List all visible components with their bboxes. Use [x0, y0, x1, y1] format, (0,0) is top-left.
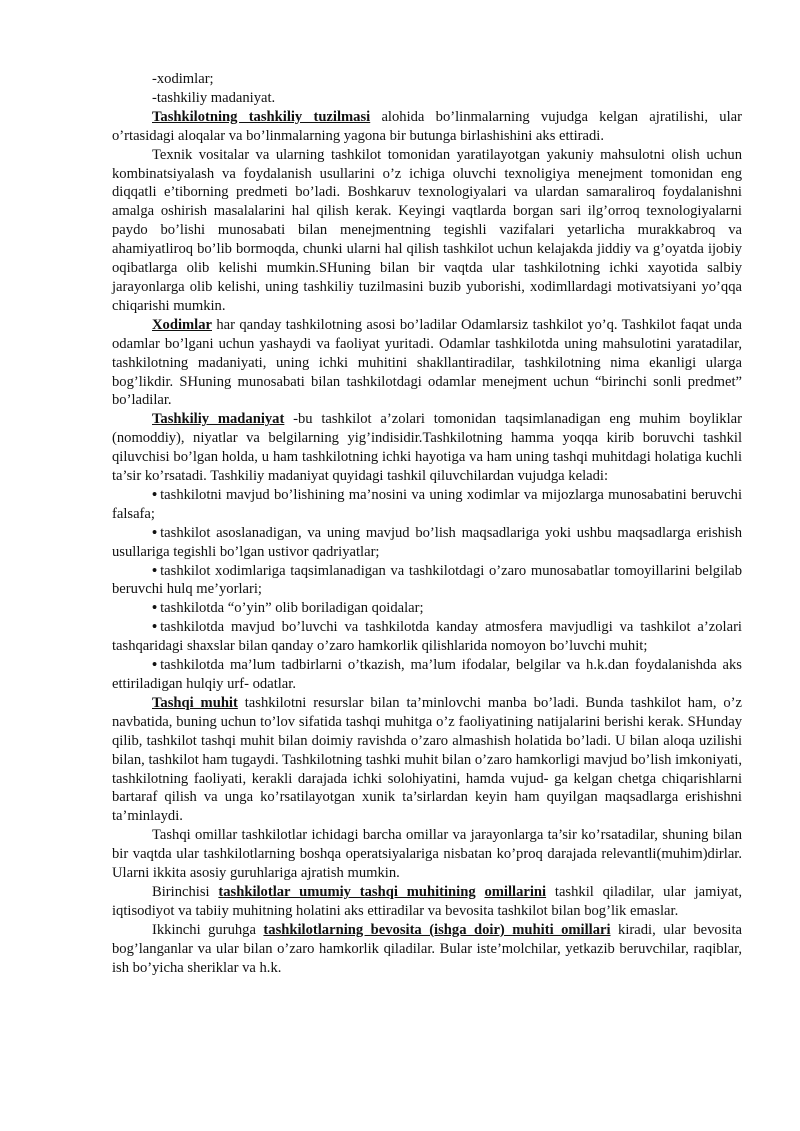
term-heading: Tashkilotning tashkiliy tuzilmasi	[152, 108, 371, 125]
paragraph	[112, 410, 742, 486]
paragraph	[112, 316, 742, 411]
term-heading: Tashqi muhit	[152, 694, 238, 711]
term-heading: Xodimlar	[152, 316, 212, 333]
bullet-icon: •	[152, 486, 158, 503]
paragraph-text: Ikkinchi guruhga	[152, 921, 264, 938]
term-heading: Tashkiliy madaniyat	[152, 411, 285, 428]
bullet-item	[112, 618, 742, 656]
paragraph-text: kiradi, ular bevosita bog’langanlar va ular bilan o’zaro hamkorlik qiladilar. Bular iste’molchilar, yetkazib beruvchilar, raqiblar, ish bo’yicha sheriklar va h.k.	[112, 921, 742, 976]
bullet-icon: •	[152, 619, 158, 636]
bullet-item	[112, 656, 742, 694]
bullet-text: tashkilotni mavjud bo’lishining ma’nosini va uning xodimlar va mijozlarga munosabatini beruvchi falsafa;	[112, 486, 742, 522]
bullet-text: tashkilot xodimlariga taqsimlanadigan va tashkilotdagi o’zaro munosabatlar tomoyillarini belgilab beruvchi hulq me’yorlari;	[112, 562, 742, 598]
term-heading: tashkilotlarning bevosita (ishga doir) muhiti omillari	[263, 921, 611, 938]
bullet-text: tashkilot asoslanadigan, va uning mavjud bo’lish maqsadlariga yoki ushbu maqsadlarga erishish usullariga tegishli bo’lgan ustivor qadriyatlar;	[112, 524, 742, 560]
bullet-icon: •	[152, 524, 158, 541]
paragraph	[112, 108, 742, 146]
bullet-text: tashkilotda “o’yin” olib boriladigan qoidalar;	[160, 600, 424, 617]
bullet-item	[112, 524, 742, 562]
bullet-icon: •	[152, 600, 158, 617]
paragraph	[112, 921, 742, 978]
bullet-icon: •	[152, 562, 158, 579]
bullet-item	[112, 562, 742, 600]
paragraph-text: tashkil qiladilar, ular jamiyat, iqtisodiyot va tabiiy muhitning holatini aks ettiradilar va bevosita tashkilot bilan bog’lik emaslar.	[112, 883, 743, 919]
paragraph	[112, 694, 742, 826]
term-heading: tashkilotlar umumiy tashqi muhitining	[218, 883, 476, 900]
paragraph-text: har qanday tashkilotning asosi bo’ladilar Odamlarsiz tashkilot yo’q. Tashkilot faqat unda odamlar bo’lgani uchun yashaydi va faoliyat yuritadi. Odamlar tashkilotda uning mahsulotini yaratadilar, tashkilotning madaniyati, uning ichki muhitini shakllantiradilar, tashkilotning nima ekanligi ularga bog’likdir. SHuning munosabati bilan tashkilotdagi odamlar menejment uchun “birinchi sonli predmet” bo’ladilar.	[112, 316, 742, 409]
bullet-item	[112, 599, 742, 618]
bullet-text: tashkilotda mavjud bo’luvchi va tashkilotda kanday atmosfera mavjudligi va tashkilot a’zolari tashqaridagi shaxslar bilan qanday o’zaro hamkorlik qilishlarida nomoyon bo’luvchi muhit;	[112, 619, 742, 655]
paragraph-text: tashkilotni resurslar bilan ta’minlovchi manba bo’ladi. Bunda tashkilot ham, o’z navbatida, buning uchun to’lov sifatida tashqi muhitga o’z faoliyatining natijalarini berishi kerak. SHunday qilib, tashkilot tashqi muhit bilan doimiy ravishda o’zaro almashish holatida bo’ladi. U bilan aloqa uzilishi bilan, tashkilot ham tugaydi. Tashkilotning tashki muhit bilan o’zaro hamkorligi mavjud bo’lish imkoniyati, tashkilotning faoliyati, kerakli darajada ichki solohiyatini, hamda vujud- ga kelgan chetga chiqarishlarni bartaraf qilish va unga ko’rsatilayotgan xunik ta’sirlardan keyin ham quyilgan maqsadlarga erishishni ta’minlaydi.	[112, 694, 742, 825]
term-heading: omillarini	[484, 883, 547, 900]
paragraph: Texnik vositalar va ularning tashkilot tomonidan yaratilayotgan yakuniy mahsulotni olish uchun kombinatsiyalash va foydalanish usullarini o’z ichiga oluvchi texnoligiya menejment tomonidan eng diqqatli e’tiborning predmeti bo’ladi. Boshkaruv texnologiyalari va ulardan samaraliroq foydalanishni amalga oshirish masalalarini hal qilish kerak. Keyingi vaqtlarda borgan sari ilg’orroq texnologiyalarni paydo bo’lishi munosabati bilan menejmentning tegishli vazifalari yetarlicha murakkabroq va ahamiyatliroq bo’lib bormoqda, chunki ularni hal qilish tashkilot uchun kelajakda jiddiy va g’oyatda ijobiy oqibatlarga olib kelishi mumkin.SHuning bilan bir vaqtda ular tashkilotning ichki xayotida salbiy jarayonlarga olib kelishi, uning tashkiliy tuzilmasini buzib yuborishi, xodimllardagi motivatsiyani yo’qqa chiqarishi mumkin.	[112, 146, 742, 314]
list-item: -tashkiliy madaniyat.	[152, 89, 276, 106]
bullet-text: tashkilotda ma’lum tadbirlarni o’tkazish, ma’lum ifodalar, belgilar va h.k.dan foydalanishda aks ettiriladigan hulqiy urf- odatlar.	[112, 657, 742, 692]
paragraph-text: Birinchisi	[152, 883, 219, 900]
list-item: -xodimlar;	[152, 71, 214, 87]
bullet-icon: •	[152, 657, 158, 674]
paragraph-text: -bu tashkilot a’zolari tomonidan taqsimlanadigan eng muhim boyliklar (nomoddiy), niyatlar va belgilarning yig’indisidir.Tashkilotning hamma yoqqa kirib boruvchi tashkil qiluvchisi bo’lgan holda, u ham tashkilotning ichki hayotiga va ham uning tashqi muhitdagi holatiga kuchli ta’sir ko’rsatadi. Tashkiliy madaniyat quyidagi tashkil qiluvchilardan vujudga keladi:	[112, 411, 742, 485]
paragraph-text: alohida bo’linmalarning vujudga kelgan ajratilishi, ular o’rtasidagi aloqalar va bo’linmalarning yagona bir butunga birlashishini aks ettiradi.	[112, 108, 743, 144]
bullet-item	[112, 486, 742, 524]
paragraph	[112, 883, 742, 921]
paragraph: Tashqi omillar tashkilotlar ichidagi barcha omillar va jarayonlarga ta’sir ko’rsatadilar, shuning bilan bir vaqtda ular tashkilotlarning boshqa operatsiyalariga nisbatan ko’proq darajada relevantli(muhim)dirlar. Ularni ikkita asosiy guruhlariga ajratish mumkin.	[112, 827, 742, 882]
